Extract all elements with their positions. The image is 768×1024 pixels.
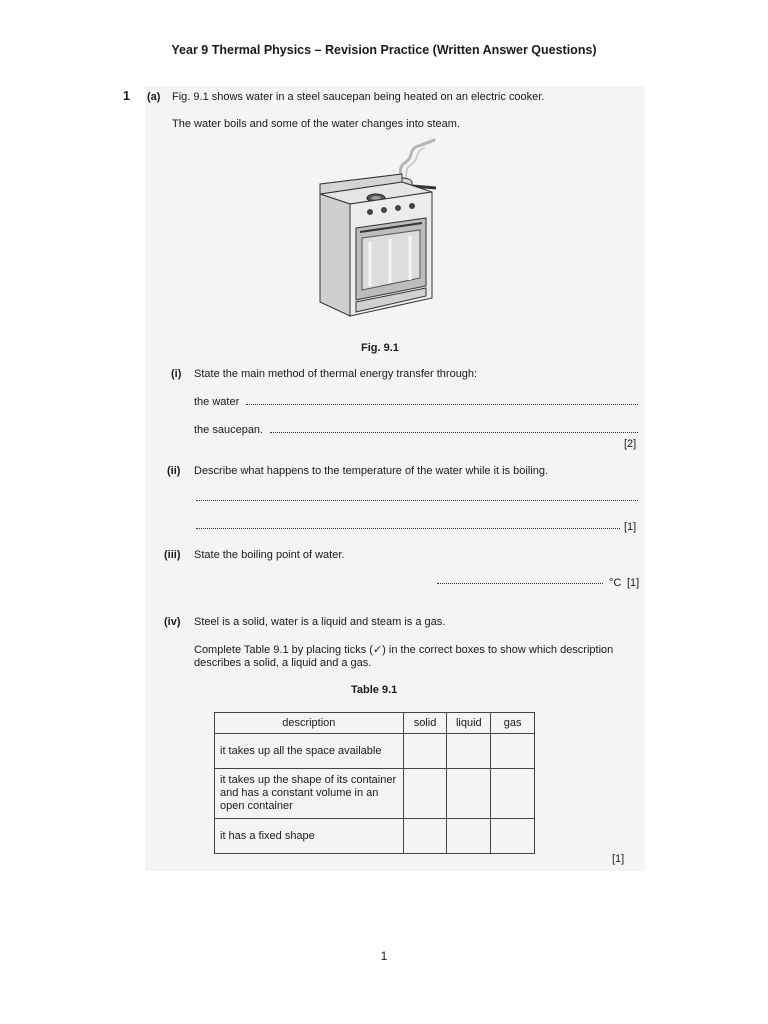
subpart-i-water-label: the water <box>194 396 240 408</box>
row-3-text: it has a fixed shape <box>220 830 315 842</box>
subpart-iv-marks: [1] <box>612 853 625 865</box>
tick-box-row-2-liquid[interactable] <box>447 769 491 819</box>
states-of-matter-table <box>214 712 535 854</box>
table-row <box>215 734 535 769</box>
table-caption: Table 9.1 <box>351 684 398 696</box>
cooker-illustration <box>300 138 450 324</box>
part-a-intro: Fig. 9.1 shows water in a steel saucepan being heated on an electric cooker. <box>172 91 545 103</box>
table-header-row <box>215 713 535 734</box>
row-2-text-line-3: open container <box>220 800 293 812</box>
subpart-ii-label: (ii) <box>167 465 181 477</box>
tick-box-row-3-gas[interactable] <box>491 819 535 854</box>
page-header-title: Year 9 Thermal Physics – Revision Practice (Written Answer Questions) <box>171 43 597 57</box>
table-row <box>215 819 535 854</box>
subpart-ii-marks: [1] <box>624 521 637 533</box>
subpart-i-saucepan-label: the saucepan. <box>194 424 264 436</box>
answer-line-saucepan[interactable] <box>270 432 638 433</box>
subpart-iii-label: (iii) <box>164 549 181 561</box>
figure-caption: Fig. 9.1 <box>361 342 399 354</box>
subpart-iv-instruction: Complete Table 9.1 by placing ticks (✓) in the correct boxes to show which description <box>194 644 614 656</box>
row-2-text-line-1: it takes up the shape of its container <box>220 774 397 786</box>
part-a-intro-2: The water boils and some of the water changes into steam. <box>172 118 460 130</box>
boiling-point-unit: °C <box>609 577 622 589</box>
row-2-description <box>215 769 404 819</box>
row-3-description <box>215 819 404 854</box>
answer-line-ii-2[interactable] <box>196 528 620 529</box>
header-solid: solid <box>403 713 447 734</box>
tick-box-row-2-solid[interactable] <box>403 769 447 819</box>
header-description: description <box>215 713 404 734</box>
subpart-iii-marks: [1] <box>627 577 640 589</box>
question-number: 1 <box>123 89 130 103</box>
answer-line-water[interactable] <box>246 404 638 405</box>
answer-line-ii-1[interactable] <box>196 500 638 501</box>
subpart-iv-label: (iv) <box>164 616 181 628</box>
tick-box-row-3-solid[interactable] <box>403 819 447 854</box>
subpart-i-label: (i) <box>171 368 182 380</box>
subpart-iii-text: State the boiling point of water. <box>194 549 345 561</box>
row-1-description <box>215 734 404 769</box>
row-2-text-line-2: and has a constant volume in an <box>220 787 379 799</box>
header-gas: gas <box>491 713 535 734</box>
tick-box-row-2-gas[interactable] <box>491 769 535 819</box>
subpart-iv-text: Steel is a solid, water is a liquid and steam is a gas. <box>194 616 446 628</box>
subpart-i-marks: [2] <box>624 438 637 450</box>
tick-box-row-1-solid[interactable] <box>403 734 447 769</box>
page-number: 1 <box>380 949 388 963</box>
row-1-text: it takes up all the space available <box>220 745 382 757</box>
subpart-iv-instruction-2: describes a solid, a liquid and a gas. <box>194 657 372 669</box>
subpart-i-text: State the main method of thermal energy transfer through: <box>194 368 478 380</box>
table-row <box>215 769 535 819</box>
header-liquid: liquid <box>447 713 491 734</box>
tick-box-row-1-gas[interactable] <box>491 734 535 769</box>
part-a-label: (a) <box>147 91 161 103</box>
tick-box-row-1-liquid[interactable] <box>447 734 491 769</box>
subpart-ii-text: Describe what happens to the temperature of the water while it is boiling. <box>194 465 549 477</box>
tick-box-row-3-liquid[interactable] <box>447 819 491 854</box>
answer-line-boiling-point[interactable] <box>437 583 603 584</box>
